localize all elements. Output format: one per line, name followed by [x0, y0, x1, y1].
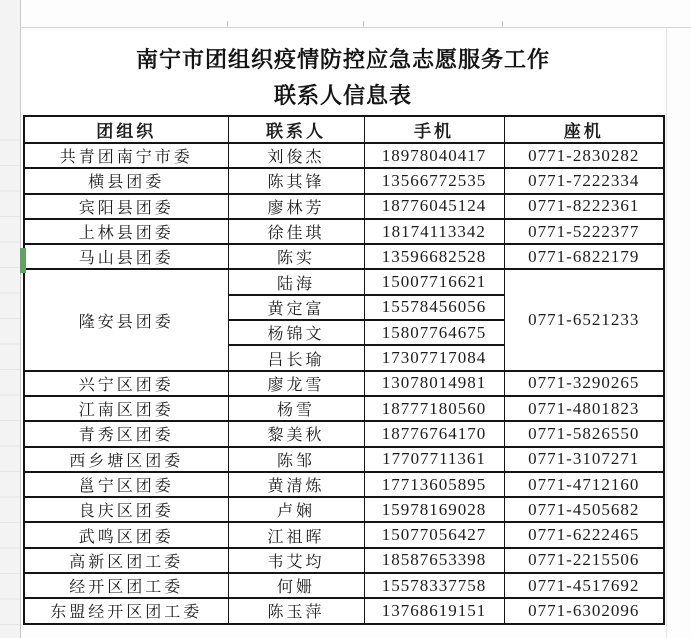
mobile-cell[interactable]: 15007716621	[364, 269, 504, 294]
merged-group-row	[24, 269, 664, 294]
contact-cell[interactable]: 陈其锋	[228, 168, 364, 193]
mobile-cell[interactable]: 18174113342	[364, 219, 504, 244]
landline-cell[interactable]: 0771-4517692	[504, 573, 664, 598]
org-cell[interactable]: 共青团南宁市委	[24, 143, 228, 168]
table-title	[23, 30, 663, 115]
mobile-cell[interactable]: 13566772535	[364, 168, 504, 193]
contact-cell[interactable]: 黄清炼	[228, 472, 364, 497]
org-cell[interactable]: 宾阳县团委	[24, 194, 228, 219]
org-cell[interactable]: 马山县团委	[24, 244, 228, 269]
table-row	[24, 168, 664, 193]
contact-cell[interactable]: 刘俊杰	[228, 143, 364, 168]
mobile-cell[interactable]: 13596682528	[364, 244, 504, 269]
org-cell[interactable]: 横县团委	[24, 168, 228, 193]
table-row	[24, 497, 664, 522]
landline-cell[interactable]: 0771-7222334	[504, 168, 664, 193]
contact-cell[interactable]: 廖林芳	[228, 194, 364, 219]
table-row-selected	[24, 244, 664, 269]
table-row	[24, 522, 664, 547]
column-gridline-tick	[363, 21, 364, 27]
title-line-1: 南宁市团组织疫情防控应急志愿服务工作	[135, 47, 550, 72]
org-cell[interactable]: 西乡塘区团委	[24, 447, 228, 472]
mobile-cell[interactable]: 18587653398	[364, 548, 504, 573]
header-row	[24, 116, 664, 143]
contact-cell[interactable]: 陆海	[228, 269, 364, 294]
org-cell[interactable]: 东盟经开区团工委	[24, 598, 228, 623]
org-cell[interactable]: 上林县团委	[24, 219, 228, 244]
sheet-right-gridline	[666, 27, 667, 638]
mobile-cell[interactable]: 17713605895	[364, 472, 504, 497]
header-landline: 座机	[504, 116, 664, 143]
landline-cell[interactable]: 0771-2830282	[504, 143, 664, 168]
contact-cell[interactable]: 杨锦文	[228, 320, 364, 345]
landline-cell[interactable]: 0771-6222465	[504, 522, 664, 547]
table-row	[24, 219, 664, 244]
contact-cell[interactable]: 陈实	[228, 244, 364, 269]
landline-cell[interactable]: 0771-4712160	[504, 472, 664, 497]
contact-cell[interactable]: 吕长瑜	[228, 345, 364, 370]
org-cell[interactable]: 良庆区团委	[24, 497, 228, 522]
mobile-cell[interactable]: 18776045124	[364, 194, 504, 219]
column-gridline-tick	[502, 21, 503, 27]
contact-cell[interactable]: 陈玉萍	[228, 598, 364, 623]
table-row	[24, 573, 664, 598]
mobile-cell[interactable]: 15578456056	[364, 295, 504, 320]
org-cell[interactable]: 高新区团工委	[24, 548, 228, 573]
landline-cell[interactable]: 0771-4801823	[504, 396, 664, 421]
contact-cell[interactable]: 何姗	[228, 573, 364, 598]
mobile-cell[interactable]: 15077056427	[364, 522, 504, 547]
table-row	[24, 194, 664, 219]
contact-cell[interactable]: 江祖晖	[228, 522, 364, 547]
mobile-cell[interactable]: 17707711361	[364, 447, 504, 472]
contact-cell[interactable]: 廖龙雪	[228, 371, 364, 396]
mobile-cell[interactable]: 13768619151	[364, 598, 504, 623]
org-cell[interactable]: 邕宁区团委	[24, 472, 228, 497]
landline-cell[interactable]: 0771-8222361	[504, 194, 664, 219]
contact-cell[interactable]: 黄定富	[228, 295, 364, 320]
header-contact: 联系人	[228, 116, 364, 143]
mobile-cell[interactable]: 17307717084	[364, 345, 504, 370]
column-gridline-tick	[227, 21, 228, 27]
table-row	[24, 548, 664, 573]
mobile-cell[interactable]: 18777180560	[364, 396, 504, 421]
contact-cell[interactable]: 陈邹	[228, 447, 364, 472]
landline-cell[interactable]: 0771-6822179	[504, 244, 664, 269]
landline-cell[interactable]: 0771-3107271	[504, 447, 664, 472]
org-cell[interactable]: 兴宁区团委	[24, 371, 228, 396]
landline-cell[interactable]: 0771-6302096	[504, 598, 664, 623]
mobile-cell[interactable]: 15807764675	[364, 320, 504, 345]
row-gridline-stubs	[0, 115, 20, 626]
org-cell[interactable]: 青秀区团委	[24, 421, 228, 446]
table-row	[24, 447, 664, 472]
table-row	[24, 396, 664, 421]
org-cell[interactable]: 武鸣区团委	[24, 522, 228, 547]
contact-cell[interactable]: 卢娴	[228, 497, 364, 522]
sheet-left-margin	[0, 0, 21, 638]
landline-cell[interactable]: 0771-5826550	[504, 421, 664, 446]
contact-cell[interactable]: 黎美秋	[228, 421, 364, 446]
landline-cell[interactable]: 0771-4505682	[504, 497, 664, 522]
mobile-cell[interactable]: 13078014981	[364, 371, 504, 396]
header-mobile: 手机	[364, 116, 504, 143]
contact-cell[interactable]: 韦艾均	[228, 548, 364, 573]
contact-cell[interactable]: 杨雪	[228, 396, 364, 421]
org-cell[interactable]: 经开区团工委	[24, 573, 228, 598]
contact-cell[interactable]: 徐佳琪	[228, 219, 364, 244]
sheet-top-gridline	[20, 27, 691, 28]
contact-info-table	[23, 115, 665, 625]
title-line-2: 联系人信息表	[273, 83, 412, 108]
mobile-cell[interactable]: 15578337758	[364, 573, 504, 598]
mobile-cell[interactable]: 18776764170	[364, 421, 504, 446]
mobile-cell[interactable]: 15978169028	[364, 497, 504, 522]
landline-cell[interactable]: 0771-3290265	[504, 371, 664, 396]
row-selection-indicator	[20, 248, 26, 273]
mobile-cell[interactable]: 18978040417	[364, 143, 504, 168]
table-row	[24, 472, 664, 497]
table-row	[24, 598, 664, 623]
landline-cell[interactable]: 0771-5222377	[504, 219, 664, 244]
table-row	[24, 143, 664, 168]
table-row	[24, 421, 664, 446]
org-cell[interactable]: 江南区团委	[24, 396, 228, 421]
landline-cell-merged[interactable]: 0771-6521233	[504, 269, 664, 370]
header-org: 团组织	[24, 116, 228, 143]
table-row	[24, 371, 664, 396]
landline-cell[interactable]: 0771-2215506	[504, 548, 664, 573]
org-cell-merged[interactable]: 隆安县团委	[24, 269, 228, 370]
